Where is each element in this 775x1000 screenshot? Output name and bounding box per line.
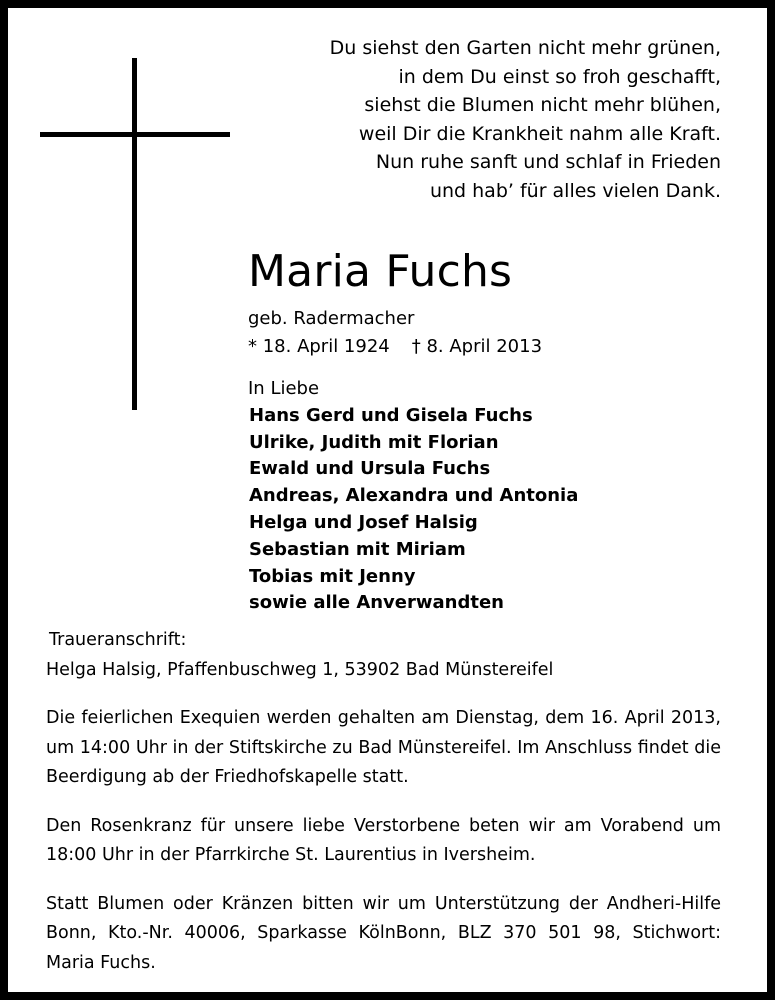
mourner-name: sowie alle Anverwandten xyxy=(249,592,504,614)
cross-icon-bar xyxy=(40,132,230,137)
funeral-info-paragraph: Die feierlichen Exequien werden gehalten am Dienstag, dem 16. April 2013, um 14:00 Uhr in der Stiftskirche zu Bad Münstereifel. Im Anschluss findet die Beerdigung ab der Friedhofskapelle statt. xyxy=(46,708,721,787)
donation-info-paragraph: Statt Blumen oder Kränzen bitten wir um Unterstützung der Andheri-Hilfe Bonn, Kto.-Nr. 40006, Sparkasse KölnBonn, BLZ 370 501 98, Stichwort: Maria Fuchs. xyxy=(46,893,721,973)
poem-line: Nun ruhe sanft und schlaf in Frieden xyxy=(375,151,721,174)
life-dates xyxy=(248,334,542,360)
mourners-list xyxy=(248,376,578,617)
deceased-name: Maria Fuchs xyxy=(248,246,513,297)
mourner-name: Hans Gerd und Gisela Fuchs xyxy=(249,404,533,426)
mourner-name: Ewald und Ursula Fuchs xyxy=(249,458,491,480)
mourner-name: Ulrike, Judith mit Florian xyxy=(249,431,499,453)
address-line: Helga Halsig, Pfaffenbuschweg 1, 53902 Bad Münstereifel xyxy=(46,659,554,680)
mourning-address xyxy=(46,626,721,685)
mourner-name: Tobias mit Jenny xyxy=(249,565,416,587)
poem xyxy=(330,34,721,206)
poem-line: und hab’ für alles vielen Dank. xyxy=(429,179,721,202)
mourner-name: Helga und Josef Halsig xyxy=(249,511,478,533)
birth-name: geb. Radermacher xyxy=(248,308,415,329)
address-label: Traueranschrift: xyxy=(49,630,187,650)
cross-icon xyxy=(132,58,137,410)
poem-line: in dem Du einst so froh geschafft, xyxy=(398,65,721,88)
death-date: † 8. April 2013 xyxy=(411,336,543,357)
mourner-name: Sebastian mit Miriam xyxy=(249,538,466,560)
poem-line: weil Dir die Krankheit nahm alle Kraft. xyxy=(358,122,721,145)
notice-body xyxy=(46,626,721,997)
mourners-intro: In Liebe xyxy=(248,378,320,399)
mourner-name: Andreas, Alexandra und Antonia xyxy=(249,485,579,507)
poem-line: Du siehst den Garten nicht mehr grünen, xyxy=(329,37,721,59)
birth-date: * 18. April 1924 xyxy=(248,336,390,357)
rosary-info-paragraph: Den Rosenkranz für unsere liebe Verstorbene beten wir am Vorabend um 18:00 Uhr in der Pfarrkirche St. Laurentius in Iversheim. xyxy=(46,815,721,865)
poem-line: siehst die Blumen nicht mehr blühen, xyxy=(364,94,721,117)
